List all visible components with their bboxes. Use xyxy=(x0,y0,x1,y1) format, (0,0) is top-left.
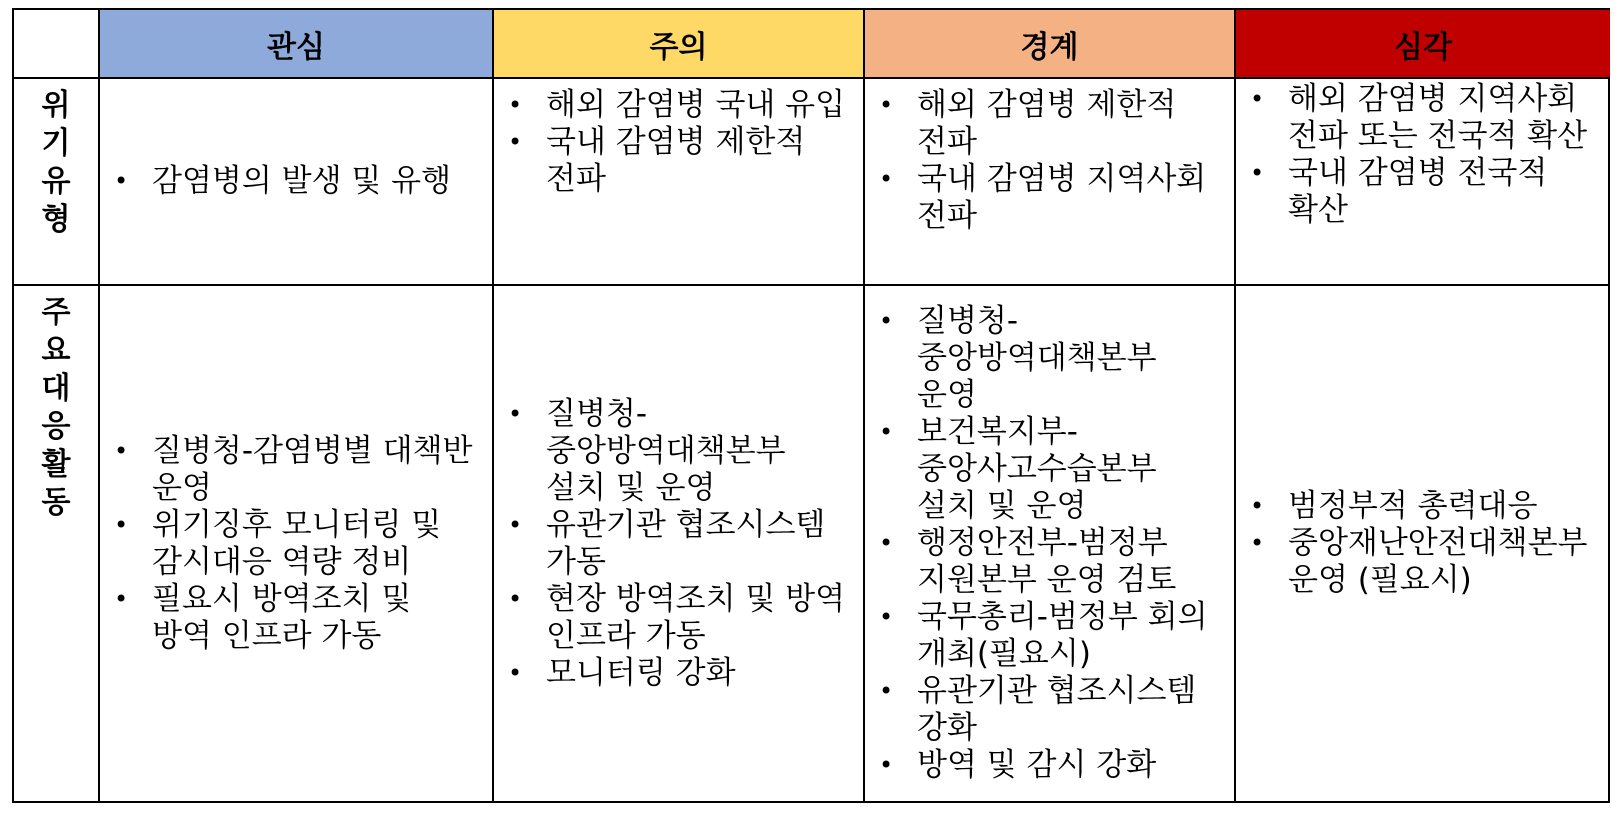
list-item: • 유관기관 협조시스템 가동 xyxy=(504,507,851,581)
crisis-level-table xyxy=(12,8,1610,803)
crisis-type-concern-cell xyxy=(100,79,494,286)
main-response-caution-cell xyxy=(494,286,865,801)
crisis-type-alert-list xyxy=(875,87,1222,235)
crisis-type-caution-list xyxy=(504,87,851,198)
row-label-main-response xyxy=(14,286,100,801)
header-level-alert: 경계 xyxy=(865,10,1236,79)
list-item: • 보건복지부-중앙사고수습본부 설치 및 운영 xyxy=(875,414,1222,525)
list-item: • 해외 감염병 지역사회 전파 또는 전국적 확산 xyxy=(1246,81,1598,155)
list-item: • 국내 감염병 지역사회 전파 xyxy=(875,161,1222,235)
list-item: • 범정부적 총력대응 xyxy=(1246,488,1598,525)
list-item: • 유관기관 협조시스템 강화 xyxy=(875,673,1222,747)
list-item: • 해외 감염병 제한적 전파 xyxy=(875,87,1222,161)
list-item: • 현장 방역조치 및 방역 인프라 가동 xyxy=(504,581,851,655)
header-corner-cell xyxy=(14,10,100,79)
main-response-caution-list xyxy=(504,396,851,692)
header-level-serious: 심각 xyxy=(1236,10,1610,79)
crisis-type-serious-list xyxy=(1246,81,1598,229)
list-item: • 중앙재난안전대책본부 운영 (필요시) xyxy=(1246,525,1598,599)
list-item: • 필요시 방역조치 및 방역 인프라 가동 xyxy=(110,581,480,655)
main-response-alert-cell xyxy=(865,286,1236,801)
list-item: • 국내 감염병 전국적 확산 xyxy=(1246,155,1598,229)
list-item: • 해외 감염병 국내 유입 xyxy=(504,87,851,124)
header-level-caution: 주의 xyxy=(494,10,865,79)
list-item: • 질병청-중앙방역대책본부 운영 xyxy=(875,303,1222,414)
list-item: • 모니터링 강화 xyxy=(504,655,851,692)
row-label-main-response-text: 주요대응활동 xyxy=(41,295,71,520)
crisis-type-concern-list xyxy=(110,163,480,200)
list-item: • 질병청-감염병별 대책반 운영 xyxy=(110,433,480,507)
main-response-concern-list xyxy=(110,433,480,655)
list-item: • 행정안전부-범정부 지원본부 운영 검토 xyxy=(875,525,1222,599)
list-item: • 국무총리-범정부 회의 개최(필요시) xyxy=(875,599,1222,673)
main-response-concern-cell xyxy=(100,286,494,801)
row-label-crisis-type xyxy=(14,79,100,286)
main-response-serious-cell xyxy=(1236,286,1610,801)
list-item: • 위기징후 모니터링 및 감시대응 역량 정비 xyxy=(110,507,480,581)
main-response-alert-list xyxy=(875,303,1222,784)
main-response-serious-list xyxy=(1246,488,1598,599)
list-item: • 국내 감염병 제한적 전파 xyxy=(504,124,851,198)
crisis-type-alert-cell xyxy=(865,79,1236,286)
list-item: • 질병청-중앙방역대책본부 설치 및 운영 xyxy=(504,396,851,507)
crisis-type-caution-cell xyxy=(494,79,865,286)
crisis-type-serious-cell xyxy=(1236,79,1610,286)
list-item: • 감염병의 발생 및 유행 xyxy=(110,163,480,200)
list-item: • 방역 및 감시 강화 xyxy=(875,747,1222,784)
header-level-concern: 관심 xyxy=(100,10,494,79)
row-label-crisis-type-text: 위기유형 xyxy=(41,88,71,237)
